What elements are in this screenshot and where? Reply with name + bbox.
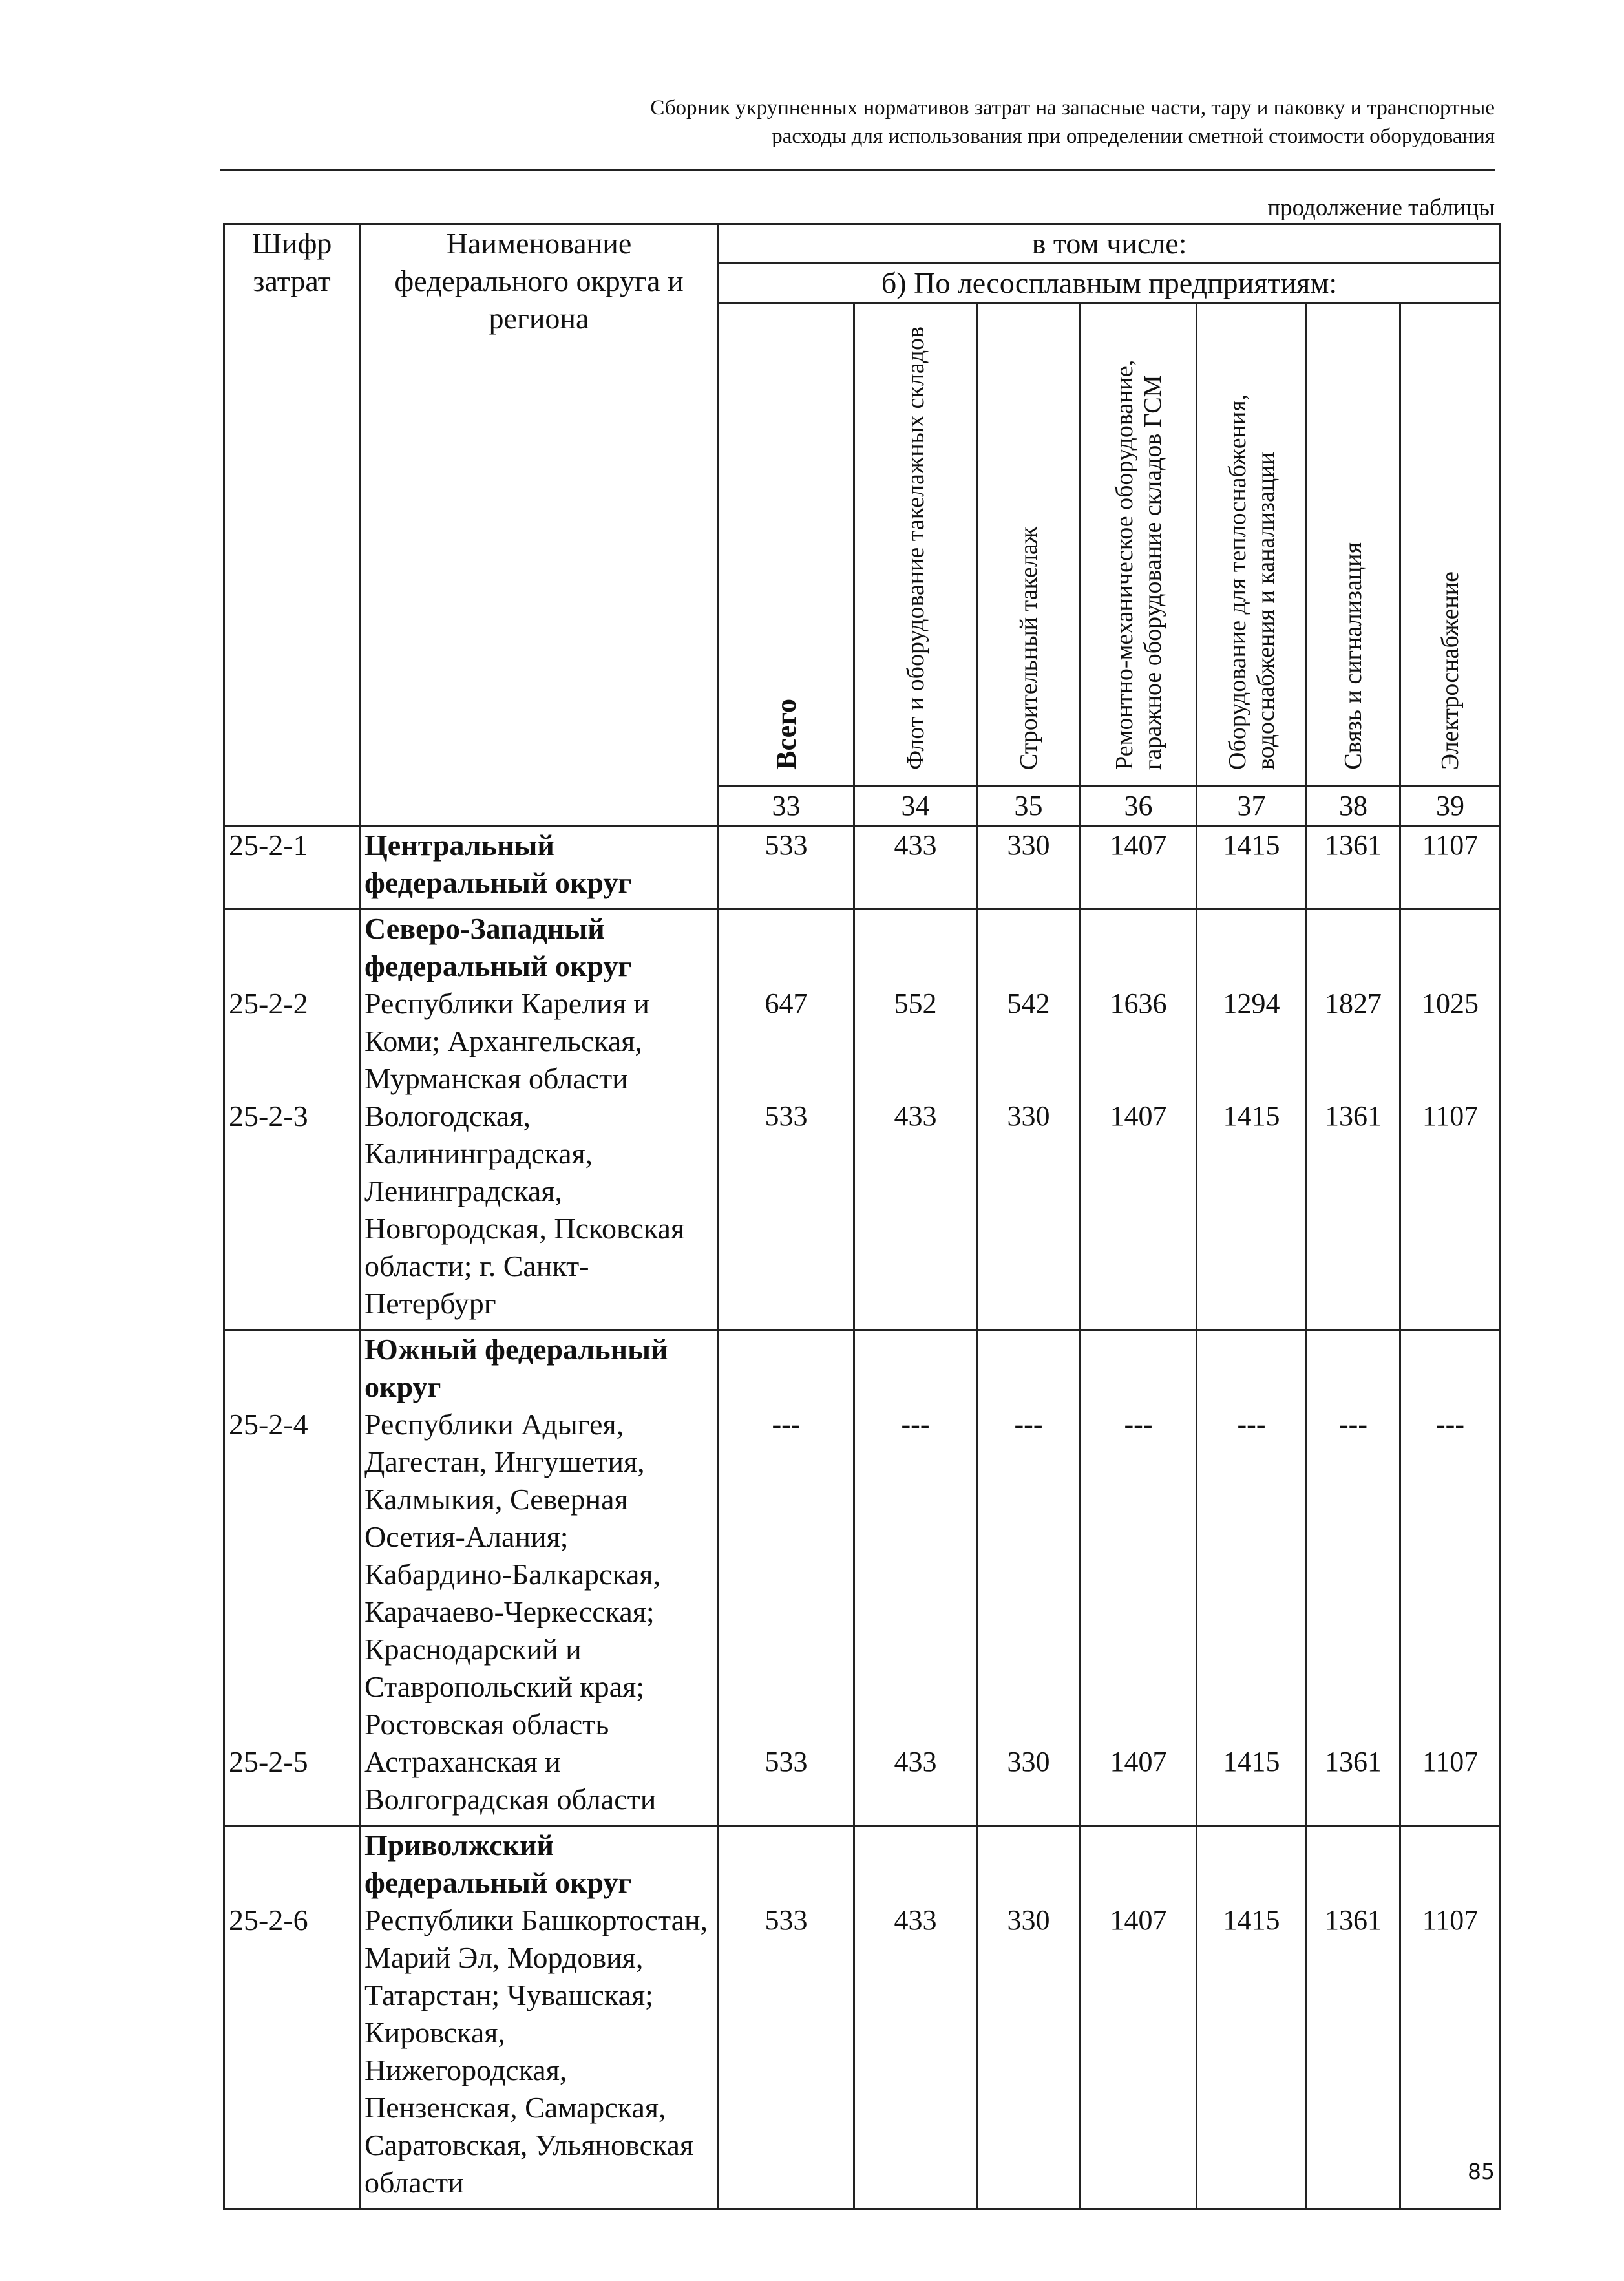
value-cell	[854, 826, 977, 909]
value-cell	[1081, 1826, 1197, 2209]
value-cell	[1197, 1330, 1307, 1826]
district-name: Северо-Западный федеральный округ	[364, 912, 632, 982]
value-cell	[854, 1330, 977, 1826]
value: 1415	[1223, 1100, 1280, 1132]
value: 533	[765, 829, 808, 861]
value-cell	[1307, 826, 1400, 909]
value: 330	[1007, 1904, 1050, 1936]
value: 533	[765, 1904, 808, 1936]
name-cell	[360, 1826, 719, 2209]
value: ---	[1014, 1408, 1043, 1440]
value-cell	[1307, 1826, 1400, 2209]
region-text: Республики Башкортостан, Марий Эл, Мордовия, Татарстан; Чувашская; Кировская, Нижегородская, Пензенская, Самарская, Саратовская, Ульяновская области	[364, 1904, 708, 2199]
col-header-label: Оборудование для теплоснабжения, водоснабжения и канализации	[1223, 394, 1280, 770]
value: 1361	[1325, 1746, 1382, 1777]
value: 330	[1007, 1100, 1050, 1132]
code-cell	[224, 1826, 360, 2209]
value: 1025	[1422, 988, 1479, 1019]
value-cell	[719, 1826, 854, 2209]
value-cell	[1197, 909, 1307, 1330]
name-cell	[360, 909, 719, 1330]
header-row-1	[224, 224, 1501, 264]
value: 1361	[1325, 1100, 1382, 1132]
col-header-label: Всего	[770, 699, 802, 770]
col-number: 35	[977, 787, 1081, 826]
value: 1415	[1223, 1746, 1280, 1777]
value: 433	[894, 1746, 937, 1777]
value-cell	[719, 909, 854, 1330]
value-cell	[1197, 1826, 1307, 2209]
code-cell	[224, 909, 360, 1330]
value-cell	[1400, 1330, 1501, 1826]
col-name-header: Наименование федерального округа и региона	[360, 224, 719, 826]
value: 1407	[1110, 1746, 1167, 1777]
value: 1415	[1223, 1904, 1280, 1936]
value-cell	[977, 909, 1081, 1330]
value: 647	[765, 988, 808, 1019]
value: 433	[894, 1904, 937, 1936]
value: 1294	[1223, 988, 1280, 1019]
col-header-label: Ремонтно-механическое оборудование, гаражное оборудование складов ГСМ	[1110, 359, 1166, 770]
value: 1407	[1110, 1100, 1167, 1132]
value: 330	[1007, 1746, 1050, 1777]
subgroup-header: б) По лесосплавным предприятиям:	[719, 264, 1501, 303]
col-header-label: Строительный такелаж	[1015, 526, 1042, 770]
value: ---	[1339, 1408, 1367, 1440]
value: 542	[1007, 988, 1050, 1019]
table-row	[224, 826, 1501, 909]
district-name: Приволжский федеральный округ	[364, 1829, 632, 1899]
col-header-comms	[1307, 303, 1400, 787]
value: 1636	[1110, 988, 1167, 1019]
value: 552	[894, 988, 937, 1019]
table-row	[224, 1826, 1501, 2209]
name-cell	[360, 826, 719, 909]
value: 330	[1007, 829, 1050, 861]
value-cell	[977, 1330, 1081, 1826]
value-cell	[977, 1826, 1081, 2209]
region-text: Вологодская, Калининградская, Ленинградская, Новгородская, Псковская области; г. Санкт-Петербург	[364, 1099, 685, 1320]
norms-table	[223, 223, 1501, 2210]
value-cell	[1307, 909, 1400, 1330]
cost-code: 25-2-1	[229, 829, 308, 862]
col-header-heating	[1197, 303, 1307, 787]
col-header-power	[1400, 303, 1501, 787]
district-name: Центральный федеральный округ	[364, 829, 632, 899]
cost-code: 25-2-6	[229, 1904, 308, 1936]
col-header-label: Связь и сигнализация	[1340, 542, 1367, 770]
value-cell	[1307, 1330, 1400, 1826]
col-number: 36	[1081, 787, 1197, 826]
value: 433	[894, 829, 937, 861]
value: ---	[772, 1408, 801, 1440]
value: 1107	[1422, 1100, 1479, 1132]
value: 433	[894, 1100, 937, 1132]
value: 533	[765, 1746, 808, 1777]
value: 1415	[1223, 829, 1280, 861]
cost-code: 25-2-3	[229, 1099, 308, 1132]
table-row	[224, 909, 1501, 1330]
group-header: в том числе:	[719, 224, 1501, 264]
col-number: 38	[1307, 787, 1400, 826]
value: 1361	[1325, 829, 1382, 861]
value: ---	[1124, 1408, 1153, 1440]
value: 533	[765, 1100, 808, 1132]
cost-code: 25-2-5	[229, 1745, 308, 1778]
col-number: 39	[1400, 787, 1501, 826]
value-cell	[1400, 909, 1501, 1330]
value: ---	[1436, 1408, 1464, 1440]
value: ---	[1237, 1408, 1266, 1440]
value-cell	[977, 826, 1081, 909]
region-text: Астраханская и Волгоградская области	[364, 1745, 657, 1816]
header-rule	[220, 169, 1495, 171]
value-cell	[1400, 1826, 1501, 2209]
region-text: Республики Адыгея, Дагестан, Ингушетия, Калмыкия, Северная Осетия-Алания; Кабардино-Балкарская, Карачаево-Черкесская; Краснодарский и Ставропольский края; Ростовская область	[364, 1408, 661, 1741]
district-name: Южный федеральный округ	[364, 1333, 668, 1403]
document-header	[194, 94, 1495, 151]
value-cell	[1081, 1330, 1197, 1826]
col-header-label: Электроснабжение	[1437, 571, 1464, 770]
col-header-fleet	[854, 303, 977, 787]
value-cell	[854, 1826, 977, 2209]
table-row	[224, 1330, 1501, 1826]
value-cell	[1400, 826, 1501, 909]
page-number: 85	[1468, 2159, 1495, 2184]
value: 1107	[1422, 1746, 1479, 1777]
value-cell	[1197, 826, 1307, 909]
value: 1361	[1325, 1904, 1382, 1936]
value-cell	[719, 1330, 854, 1826]
header-line-1: Сборник укрупненных нормативов затрат на запасные части, тару и паковку и транспортные	[650, 96, 1495, 120]
col-header-label: Флот и оборудование такелажных складов	[902, 326, 929, 770]
value: 1407	[1110, 1904, 1167, 1936]
col-number: 33	[719, 787, 854, 826]
continuation-note: продолжение таблицы	[1267, 195, 1495, 221]
cost-code: 25-2-2	[229, 987, 308, 1020]
value-cell	[719, 826, 854, 909]
col-header-repair	[1081, 303, 1197, 787]
col-code-header: Шифр затрат	[224, 224, 360, 826]
value-cell	[1081, 909, 1197, 1330]
value: 1107	[1422, 1904, 1479, 1936]
col-number: 34	[854, 787, 977, 826]
code-cell	[224, 1330, 360, 1826]
region-text: Республики Карелия и Коми; Архангельская, Мурманская области	[364, 987, 650, 1095]
value: 1407	[1110, 829, 1167, 861]
name-cell	[360, 1330, 719, 1826]
col-number: 37	[1197, 787, 1307, 826]
value-cell	[854, 909, 977, 1330]
cost-code: 25-2-4	[229, 1408, 308, 1441]
value: 1107	[1422, 829, 1479, 861]
value-cell	[1081, 826, 1197, 909]
header-line-2: расходы для использования при определении сметной стоимости оборудования	[772, 125, 1495, 148]
col-header-total	[719, 303, 854, 787]
col-header-rigging	[977, 303, 1081, 787]
value: ---	[901, 1408, 930, 1440]
code-cell	[224, 826, 360, 909]
value: 1827	[1325, 988, 1382, 1019]
